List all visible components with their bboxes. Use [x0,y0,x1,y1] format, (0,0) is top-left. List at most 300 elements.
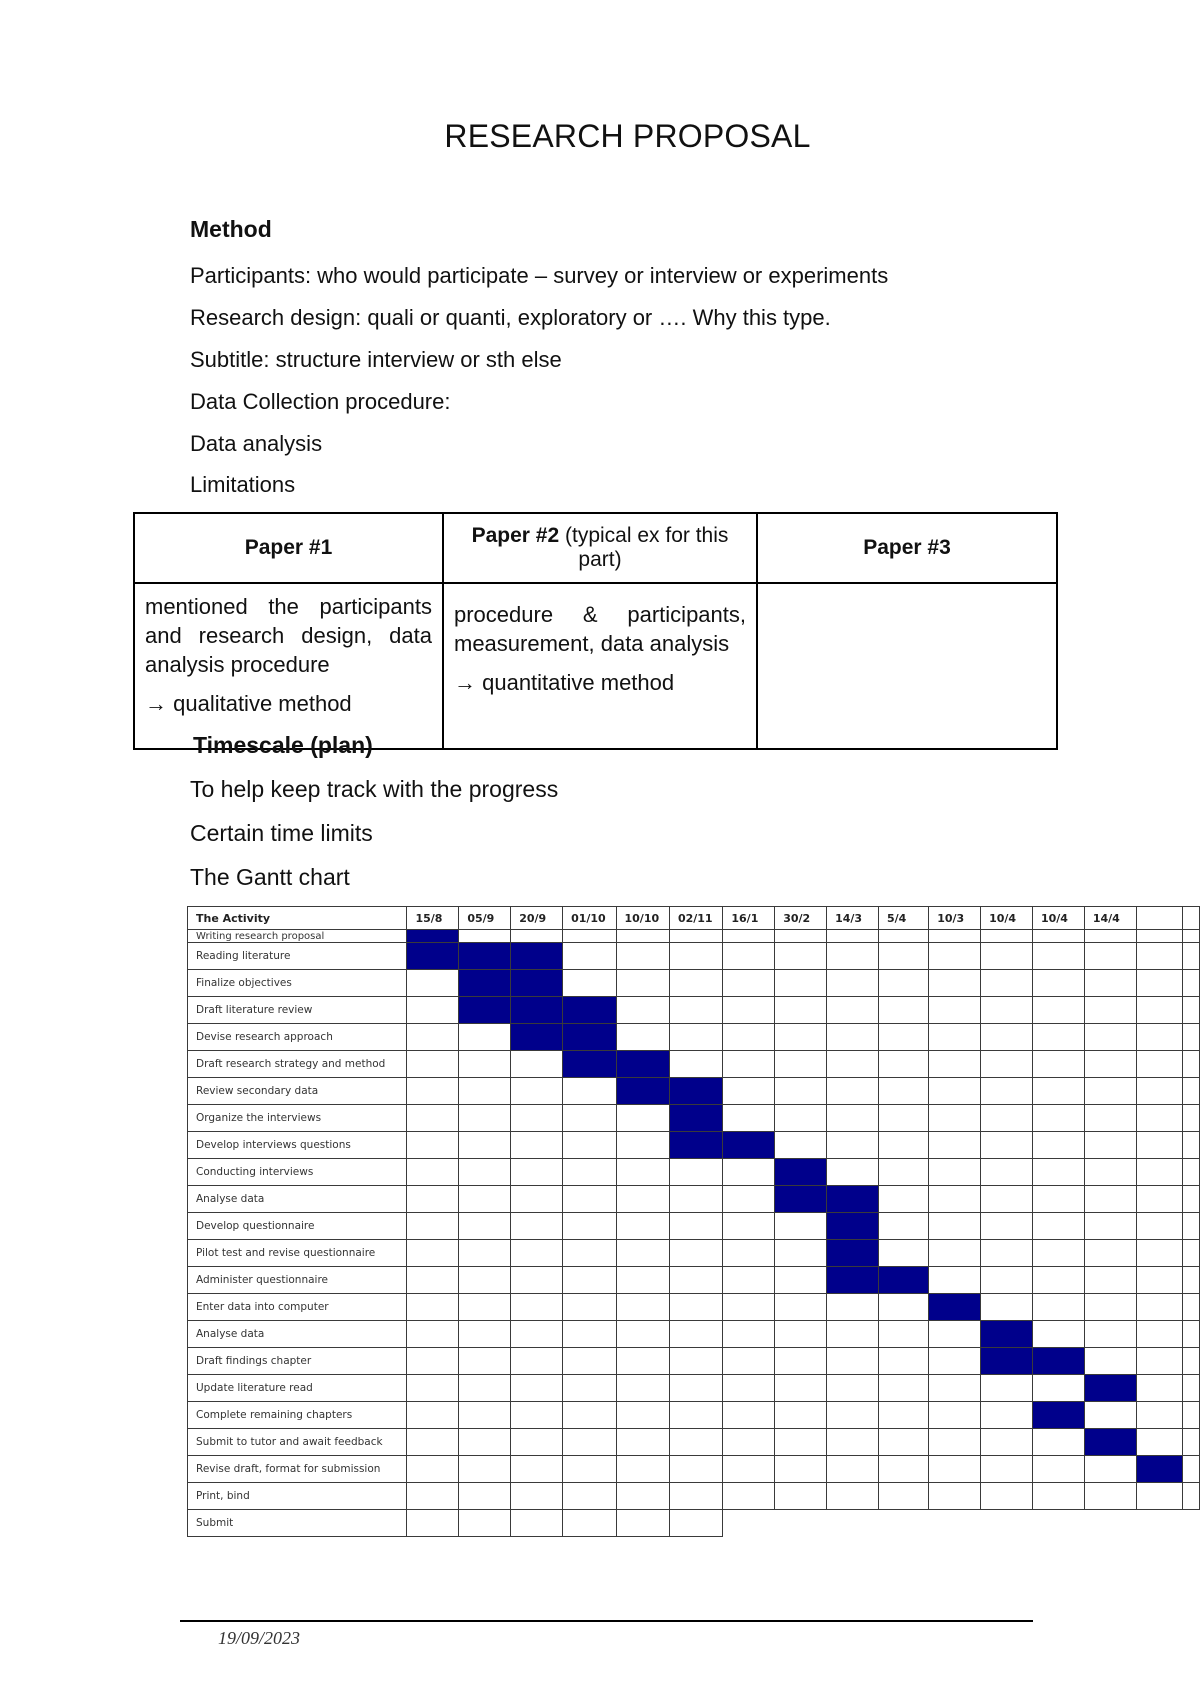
gantt-cell [878,1051,928,1078]
gantt-cell [723,1078,775,1105]
gantt-activity-label: Writing research proposal [188,930,407,943]
gantt-cell [878,1186,928,1213]
gantt-cell [616,1321,669,1348]
gantt-cell [511,1213,563,1240]
gantt-activity-label: Update literature read [188,1375,407,1402]
gantt-cell [981,1402,1033,1429]
gantt-cell [1084,930,1136,943]
gantt-bar-cell [1136,1456,1182,1483]
gantt-cell [929,1078,981,1105]
gantt-cell [511,1294,563,1321]
gantt-week-header: 02/11 [669,907,722,930]
gantt-cell [407,1456,459,1483]
gantt-cell [1084,1159,1136,1186]
gantt-cell [669,1429,722,1456]
gantt-cell [775,970,827,997]
gantt-activity-label: Draft research strategy and method [188,1051,407,1078]
gantt-cell [878,930,928,943]
gantt-cell [981,1294,1033,1321]
gantt-cell [981,1051,1033,1078]
gantt-cell [1084,1402,1136,1429]
gantt-cell [511,1429,563,1456]
gantt-cell [929,1402,981,1429]
gantt-cell [1032,943,1084,970]
gantt-bar-cell [827,1240,879,1267]
gantt-cell [563,930,616,943]
gantt-row [188,1132,1200,1159]
gantt-cell [827,1402,879,1429]
gantt-bar-cell [1032,1348,1084,1375]
gantt-cell [878,1132,928,1159]
gantt-cell [669,970,722,997]
gantt-cell [1136,1267,1182,1294]
gantt-bar-cell [616,1051,669,1078]
gantt-cell [407,1348,459,1375]
gantt-cell [563,1456,616,1483]
gantt-cell [459,1186,511,1213]
gantt-cell [1084,1132,1136,1159]
gantt-cell [669,997,722,1024]
gantt-bar-cell [563,1024,616,1051]
gantt-row [188,1375,1200,1402]
gantt-cell [563,1510,616,1537]
gantt-cell [1032,1483,1084,1510]
gantt-cell [563,1240,616,1267]
gantt-cell [511,1402,563,1429]
gantt-cell [407,1105,459,1132]
gantt-cell [1182,1456,1199,1483]
gantt-cell [1182,1132,1199,1159]
gantt-bar-cell [669,1105,722,1132]
gantt-cell [1032,1294,1084,1321]
gantt-cell [878,1078,928,1105]
gantt-cell [929,1024,981,1051]
gantt-cell [407,1186,459,1213]
gantt-cell [616,1213,669,1240]
gantt-row [188,1429,1200,1456]
gantt-cell [511,1456,563,1483]
gantt-cell [407,1429,459,1456]
gantt-cell [723,1321,775,1348]
gantt-row [188,1483,1200,1510]
gantt-cell [669,1051,722,1078]
gantt-cell [669,1294,722,1321]
gantt-bar-cell [407,930,459,943]
timescale-heading: Timescale (plan) [193,732,373,758]
gantt-week-header: 20/9 [511,907,563,930]
gantt-cell [929,1348,981,1375]
gantt-activity-label: Reading literature [188,943,407,970]
gantt-cell [1084,1024,1136,1051]
gantt-bar-cell [563,1051,616,1078]
footer-date: 19/09/2023 [218,1628,301,1648]
gantt-row [188,1213,1200,1240]
gantt-cell [563,1267,616,1294]
gantt-cell [929,997,981,1024]
gantt-cell [929,1429,981,1456]
gantt-cell [407,1213,459,1240]
gantt-cell [1136,997,1182,1024]
gantt-cell [1084,1078,1136,1105]
gantt-cell [1136,1348,1182,1375]
gantt-cell [775,1348,827,1375]
gantt-cell [669,1186,722,1213]
gantt-cell [511,1159,563,1186]
gantt-cell [1032,1456,1084,1483]
gantt-bar-cell [459,970,511,997]
gantt-header-row [188,907,1200,930]
gantt-cell [981,997,1033,1024]
method-line: Research design: quali or quanti, exploratory or …. Why this type. [190,305,831,330]
gantt-cell [459,1483,511,1510]
gantt-row [188,1348,1200,1375]
gantt-week-header: 5/4 [878,907,928,930]
gantt-bar-cell [511,943,563,970]
gantt-cell [459,1375,511,1402]
papers-header-row [134,513,1057,583]
gantt-cell [827,1051,879,1078]
gantt-bar-cell [878,1267,928,1294]
gantt-cell [1084,1348,1136,1375]
gantt-row [188,1159,1200,1186]
gantt-week-header: 10/10 [616,907,669,930]
gantt-cell [1084,970,1136,997]
gantt-cell [775,1267,827,1294]
gantt-cell [723,930,775,943]
gantt-cell [878,997,928,1024]
gantt-cell [827,1294,879,1321]
gantt-cell [616,1132,669,1159]
gantt-cell [407,1402,459,1429]
gantt-cell [775,1051,827,1078]
gantt-cell [1084,1483,1136,1510]
timescale-line: To help keep track with the progress [190,776,559,802]
gantt-cell [929,943,981,970]
gantt-cell [1182,1051,1199,1078]
gantt-cell [563,1132,616,1159]
gantt-cell [669,1510,722,1537]
gantt-cell [878,1429,928,1456]
gantt-bar-cell [563,997,616,1024]
gantt-cell [827,1429,879,1456]
gantt-cell [929,1321,981,1348]
gantt-cell [929,930,981,943]
gantt-cell [1032,1510,1084,1537]
gantt-cell [929,1375,981,1402]
gantt-cell [407,1321,459,1348]
gantt-cell [616,1510,669,1537]
gantt-cell [929,1240,981,1267]
gantt-cell [929,1051,981,1078]
gantt-row [188,1402,1200,1429]
gantt-cell [1182,1267,1199,1294]
gantt-cell [407,1078,459,1105]
gantt-row [188,1294,1200,1321]
gantt-activity-label: Print, bind [188,1483,407,1510]
gantt-cell [827,1132,879,1159]
gantt-week-header: 10/4 [1032,907,1084,930]
gantt-activity-label: Draft findings chapter [188,1348,407,1375]
gantt-cell [775,997,827,1024]
gantt-cell [511,1105,563,1132]
gantt-cell [511,1078,563,1105]
gantt-cell [616,1375,669,1402]
gantt-cell [511,1186,563,1213]
gantt-cell [1032,1186,1084,1213]
gantt-cell [1136,1429,1182,1456]
gantt-week-header: 10/3 [929,907,981,930]
gantt-cell [723,1510,775,1537]
gantt-activity-label: Revise draft, format for submission [188,1456,407,1483]
gantt-cell [723,1186,775,1213]
gantt-cell [669,1024,722,1051]
gantt-cell [511,1132,563,1159]
gantt-cell [723,1456,775,1483]
gantt-cell [459,1213,511,1240]
gantt-cell [775,1024,827,1051]
gantt-cell [459,1240,511,1267]
gantt-bar-cell [1084,1429,1136,1456]
gantt-cell [616,1186,669,1213]
gantt-cell [775,1105,827,1132]
gantt-week-header: 05/9 [459,907,511,930]
gantt-cell [1182,1321,1199,1348]
gantt-cell [511,1321,563,1348]
gantt-cell [1182,1429,1199,1456]
gantt-cell [723,943,775,970]
gantt-cell [563,943,616,970]
gantt-cell [407,970,459,997]
gantt-cell [981,1456,1033,1483]
gantt-cell [723,1267,775,1294]
gantt-cell [1032,930,1084,943]
gantt-cell [775,1240,827,1267]
gantt-cell [1182,1105,1199,1132]
gantt-bar-cell [723,1132,775,1159]
gantt-row [188,997,1200,1024]
gantt-cell [1182,1024,1199,1051]
gantt-cell [1136,1186,1182,1213]
gantt-cell [616,1240,669,1267]
gantt-cell [1182,1348,1199,1375]
gantt-cell [981,1267,1033,1294]
gantt-cell [1182,1186,1199,1213]
gantt-cell [1032,970,1084,997]
gantt-cell [669,1483,722,1510]
gantt-cell [981,943,1033,970]
gantt-cell [929,1510,981,1537]
gantt-cell [1182,970,1199,997]
gantt-cell [1084,1213,1136,1240]
gantt-row [188,1051,1200,1078]
gantt-cell [459,1294,511,1321]
gantt-cell [723,1024,775,1051]
gantt-bar-cell [827,1186,879,1213]
gantt-bar-cell [459,943,511,970]
gantt-cell [827,970,879,997]
gantt-activity-label: Enter data into computer [188,1294,407,1321]
gantt-cell [669,1456,722,1483]
gantt-cell [407,1051,459,1078]
gantt-cell [981,970,1033,997]
gantt-cell [407,997,459,1024]
gantt-cell [981,1429,1033,1456]
gantt-cell [1084,997,1136,1024]
gantt-cell [669,943,722,970]
gantt-cell [775,1483,827,1510]
gantt-cell [459,1267,511,1294]
gantt-cell [511,1510,563,1537]
gantt-row [188,1186,1200,1213]
gantt-activity-label: Develop questionnaire [188,1213,407,1240]
gantt-cell [775,1456,827,1483]
gantt-cell [1084,943,1136,970]
timescale-line: The Gantt chart [190,864,350,890]
gantt-cell [407,1294,459,1321]
gantt-activity-label: Review secondary data [188,1078,407,1105]
gantt-cell [459,1132,511,1159]
gantt-cell [878,1321,928,1348]
paper-2-conclusion: → quantitative method [454,670,675,695]
gantt-bar-cell [775,1159,827,1186]
gantt-cell [1084,1186,1136,1213]
gantt-cell [459,930,511,943]
gantt-cell [1136,943,1182,970]
gantt-cell [407,1483,459,1510]
gantt-activity-label: Conducting interviews [188,1159,407,1186]
gantt-cell [616,997,669,1024]
gantt-cell [723,1375,775,1402]
gantt-cell [459,1321,511,1348]
gantt-cell [407,1159,459,1186]
gantt-cell [1182,1078,1199,1105]
gantt-cell [1136,1024,1182,1051]
gantt-cell [1136,1510,1182,1537]
gantt-cell [878,1240,928,1267]
gantt-cell [878,1294,928,1321]
gantt-cell [669,1402,722,1429]
gantt-activity-label: Complete remaining chapters [188,1402,407,1429]
gantt-cell [878,1024,928,1051]
gantt-cell [775,1294,827,1321]
gantt-cell [723,1402,775,1429]
gantt-cell [1136,1159,1182,1186]
method-line: Data Collection procedure: [190,389,451,414]
gantt-cell [511,930,563,943]
gantt-week-header: 14/3 [827,907,879,930]
gantt-cell [929,1267,981,1294]
method-line: Data analysis [190,431,323,456]
gantt-cell [878,1483,928,1510]
gantt-cell [563,1483,616,1510]
gantt-cell [723,1348,775,1375]
gantt-cell [775,1402,827,1429]
gantt-cell [1032,1078,1084,1105]
gantt-cell [669,1375,722,1402]
paper-1-cell [134,583,443,749]
gantt-cell [1182,1159,1199,1186]
gantt-activity-label: Submit [188,1510,407,1537]
gantt-cell [459,1159,511,1186]
gantt-cell [511,1483,563,1510]
gantt-bar-cell [827,1267,879,1294]
gantt-cell [775,930,827,943]
gantt-activity-label: Finalize objectives [188,970,407,997]
gantt-cell [1136,1483,1182,1510]
gantt-cell [616,1159,669,1186]
gantt-row [188,1024,1200,1051]
gantt-cell [878,1456,928,1483]
gantt-row [188,1267,1200,1294]
gantt-activity-label: Develop interviews questions [188,1132,407,1159]
gantt-row [188,1240,1200,1267]
gantt-cell [1032,1024,1084,1051]
gantt-cell [775,1375,827,1402]
gantt-cell [878,1375,928,1402]
gantt-cell [1182,943,1199,970]
paper-1-header: Paper #1 [134,513,443,583]
gantt-cell [511,1051,563,1078]
gantt-row [188,930,1200,943]
gantt-cell [616,1105,669,1132]
gantt-cell [827,1105,879,1132]
gantt-bar-cell [511,970,563,997]
paper-1-text: mentioned the participants and research design, data analysis procedure [145,594,432,677]
gantt-cell [563,1402,616,1429]
gantt-row [188,970,1200,997]
gantt-cell [1136,1375,1182,1402]
gantt-cell [1032,1213,1084,1240]
papers-table [133,512,1058,750]
gantt-cell [669,1213,722,1240]
gantt-cell [723,1483,775,1510]
gantt-cell [1084,1294,1136,1321]
gantt-cell [563,1321,616,1348]
gantt-cell [459,1078,511,1105]
gantt-cell [929,1456,981,1483]
gantt-cell [616,970,669,997]
gantt-cell [723,1429,775,1456]
gantt-cell [1136,1078,1182,1105]
gantt-week-header: 14/4 [1084,907,1136,930]
gantt-cell [407,1375,459,1402]
gantt-cell [459,1510,511,1537]
gantt-activity-label: Organize the interviews [188,1105,407,1132]
gantt-cell [981,1240,1033,1267]
gantt-cell [827,1348,879,1375]
gantt-cell [827,930,879,943]
gantt-cell [827,943,879,970]
gantt-row [188,1105,1200,1132]
gantt-cell [563,1348,616,1375]
gantt-cell [827,1375,879,1402]
gantt-cell [669,1348,722,1375]
gantt-cell [878,1402,928,1429]
gantt-cell [407,1510,459,1537]
gantt-cell [1032,1240,1084,1267]
gantt-cell [981,1105,1033,1132]
gantt-cell [669,1267,722,1294]
gantt-cell [563,1375,616,1402]
gantt-cell [407,1267,459,1294]
method-line: Participants: who would participate – survey or interview or experiments [190,263,889,288]
gantt-cell [1032,1051,1084,1078]
gantt-cell [669,1240,722,1267]
gantt-cell [1136,1402,1182,1429]
gantt-cell [563,1159,616,1186]
gantt-cell [459,1429,511,1456]
gantt-activity-label: Draft literature review [188,997,407,1024]
